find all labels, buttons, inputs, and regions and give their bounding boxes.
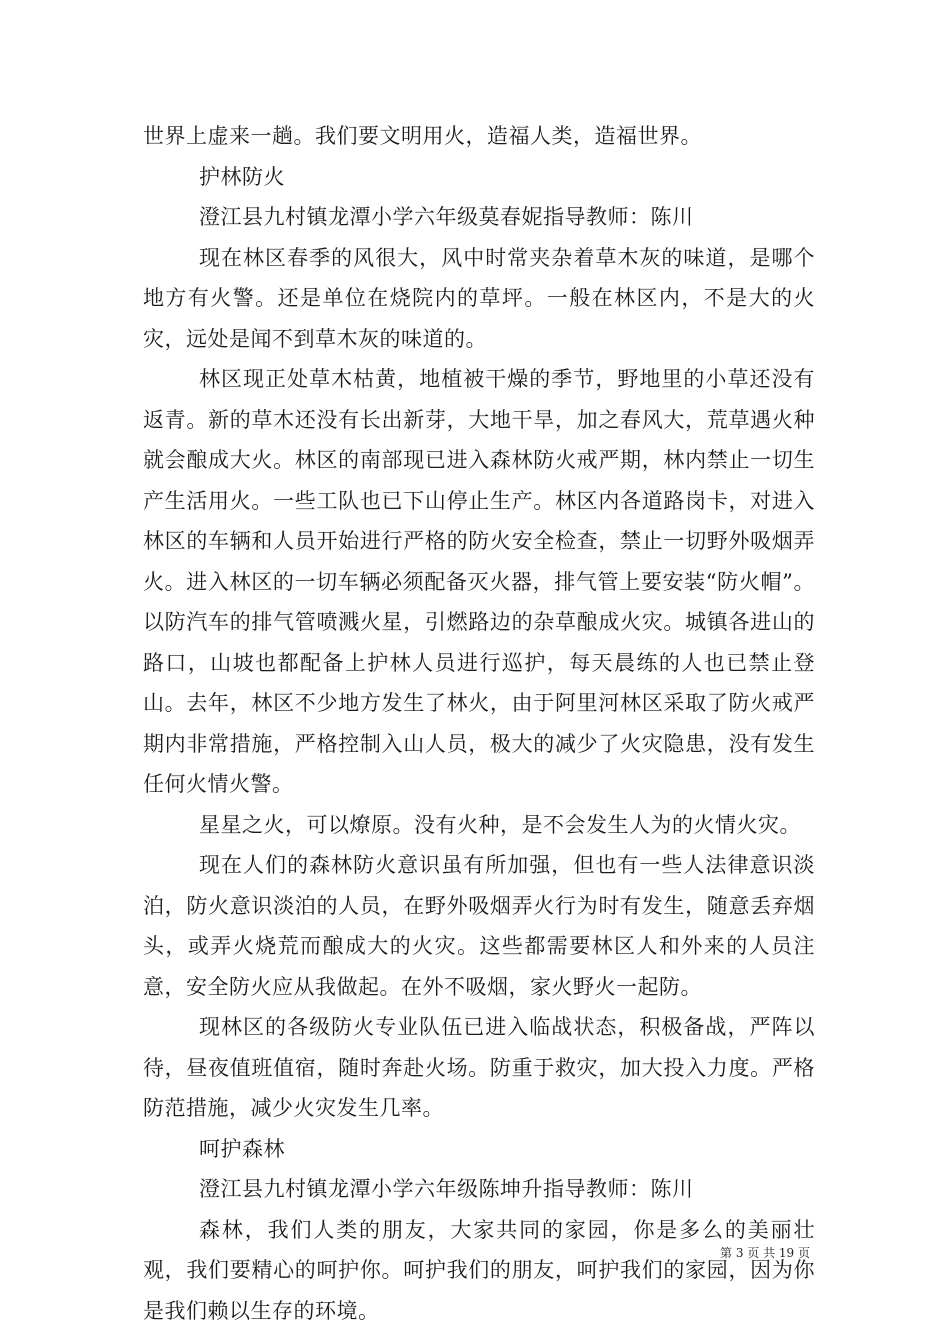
paragraph-11: 森林，我们人类的朋友，大家共同的家园，你是多么的美丽壮观，我们要精心的呵护你。呵护我们的朋友，呵护我们的家园，因为你是我们赖以生存的环境。 (143, 1217, 815, 1323)
paragraph-4: 现在林区春季的风很大，风中时常夹杂着草木灰的味道，是哪个地方有火警。还是单位在烧院内的草坪。一般在林区内，不是大的火灾，远处是闻不到草木灰的味道的。 (143, 245, 815, 351)
paragraph-6: 星星之火，可以燎原。没有火种，是不会发生人为的火情火灾。 (199, 812, 801, 837)
paragraph-1: 世界上虚来一趟。我们要文明用火，造福人类，造福世界。 (143, 124, 702, 148)
author-line-1: 澄江县九村镇龙潭小学六年级莫春妮指导教师：陈川 (199, 205, 694, 229)
section-title-hehu-senlin: 呵护森林 (199, 1136, 285, 1161)
paragraph-5: 林区现正处草木枯黄，地植被干燥的季节，野地里的小草还没有返青。新的草木还没有长出新芽，大地干旱，加之春风大，荒草遇火种就会酿成大火。林区的南部现已进入森林防火戒严期，林内禁止一切生产生活用火。一些工队也已下山停止生产。林区内各道路岗卡，对进入林区的车辆和人员开始进行严格的防火安全检查，禁止一切野外吸烟弄火。进入林区的一切车辆必须配备灭火器，排气管上要安装“防火帽”。以防汽车的排气管喷溅火星，引燃路边的杂草酿成火灾。城镇各进山的路口，山坡也都配备上护林人员进行巡护，每天晨练的人也已禁止登山。去年，林区不少地方发生了林火，由于阿里河林区采取了防火戒严期内非常措施，严格控制入山人员，极大的减少了火灾隐患，没有发生任何火情火警。 (143, 367, 815, 796)
document-body (143, 116, 815, 1331)
page-number-footer: 第 3 页 共 19 页 (720, 1246, 810, 1260)
paragraph-8: 现林区的各级防火专业队伍已进入临战状态，积极备战，严阵以待，昼夜值班值宿，随时奔赴火场。防重于救灾，加大投入力度。严格防范措施，减少火灾发生几率。 (143, 1015, 815, 1120)
paragraph-7: 现在人们的森林防火意识虽有所加强，但也有一些人法律意识淡泊，防火意识淡泊的人员，在野外吸烟弄火行为时有发生，随意丢弃烟头，或弄火烧荒而酿成大的火灾。这些都需要林区人和外来的人员注意，安全防火应从我做起。在外不吸烟，家火野火一起防。 (143, 853, 815, 999)
author-line-2: 澄江县九村镇龙潭小学六年级陈坤升指导教师：陈川 (199, 1177, 694, 1201)
section-title-hulin-fanghuo: 护林防火 (199, 164, 285, 189)
